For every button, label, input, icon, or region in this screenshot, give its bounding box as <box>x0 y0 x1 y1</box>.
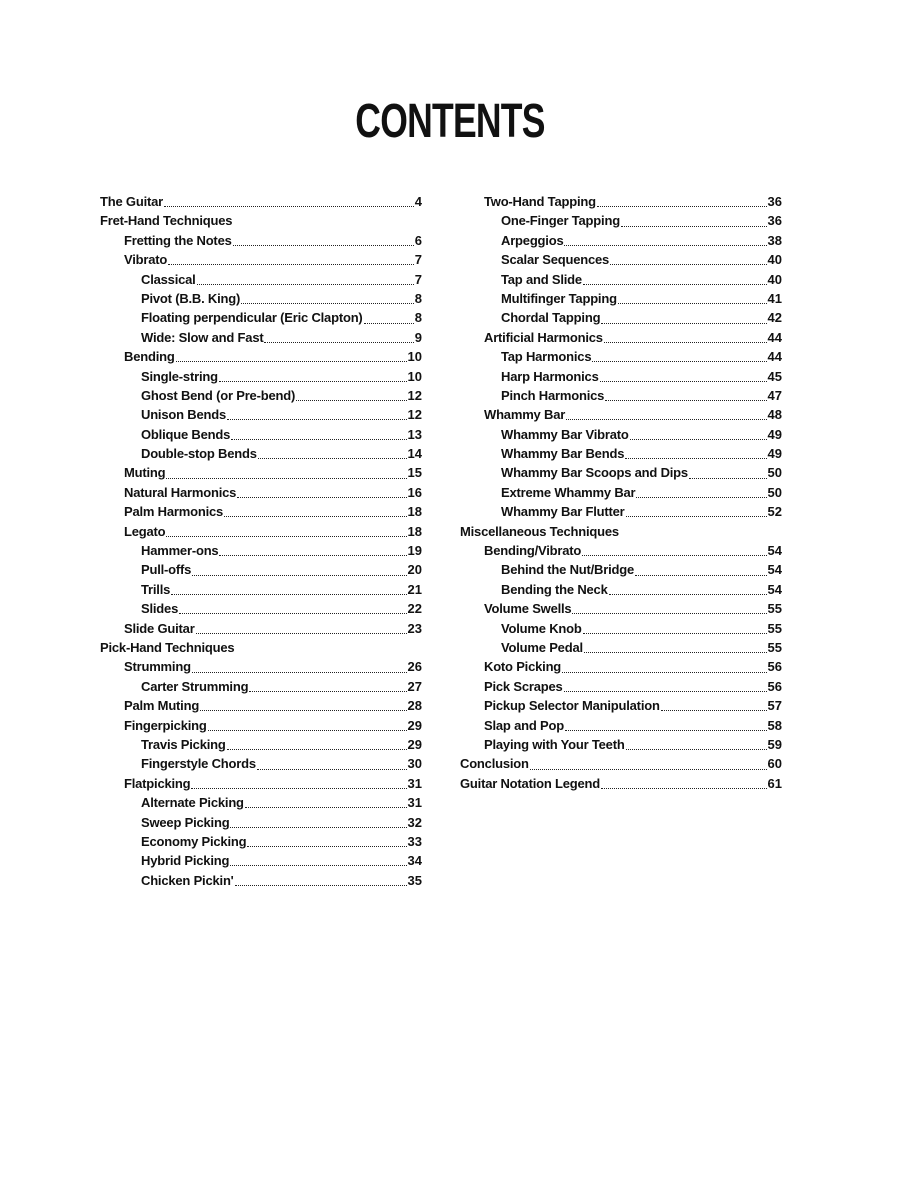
toc-entry <box>460 347 782 366</box>
toc-entry <box>460 270 782 289</box>
dot-leader <box>196 633 407 634</box>
toc-entry <box>460 367 782 386</box>
dot-leader <box>582 555 766 556</box>
toc-entry-title: Natural Harmonics <box>124 484 237 500</box>
toc-entry-title: Palm Muting <box>124 698 200 714</box>
dot-leader <box>597 206 767 207</box>
dot-leader <box>609 594 767 595</box>
toc-page-number: 55 <box>767 620 782 636</box>
toc-page-number: 6 <box>414 232 422 248</box>
toc-entry-title: Whammy Bar Vibrato <box>501 426 629 442</box>
toc-page-number: 34 <box>407 853 422 869</box>
toc-entry <box>100 367 422 386</box>
toc-page-number: 23 <box>407 620 422 636</box>
toc-page-number: 56 <box>767 678 782 694</box>
toc-entry-title: Strumming <box>124 659 191 675</box>
toc-entry-title: Volume Swells <box>484 601 572 617</box>
toc-entry-title: Multifinger Tapping <box>501 290 617 306</box>
toc-entry <box>460 405 782 424</box>
toc-page-number: 16 <box>407 484 422 500</box>
toc-page-number: 9 <box>414 329 422 345</box>
toc-entry-title: One-Finger Tapping <box>501 213 620 229</box>
toc-page-number: 7 <box>414 271 422 287</box>
toc-page-number: 18 <box>407 504 422 520</box>
toc-entry <box>100 308 422 327</box>
toc-entry <box>100 696 422 715</box>
toc-entry-title: Wide: Slow and Fast <box>141 329 264 345</box>
toc-page-number: 59 <box>767 736 782 752</box>
toc-entry-title: Miscellaneous Techniques <box>460 523 619 539</box>
dot-leader <box>689 478 767 479</box>
toc-entry-title: Conclusion <box>460 756 529 772</box>
dot-leader <box>257 769 407 770</box>
dot-leader <box>176 361 407 362</box>
toc-page-number: 26 <box>407 659 422 675</box>
dot-leader <box>168 264 414 265</box>
dot-leader <box>592 361 766 362</box>
toc-entry-title: Tap and Slide <box>501 271 582 287</box>
toc-page-number: 61 <box>767 775 782 791</box>
toc-entry <box>100 502 422 521</box>
toc-page-number: 44 <box>767 329 782 345</box>
dot-leader <box>583 284 767 285</box>
dot-leader <box>171 594 406 595</box>
toc-entry <box>460 425 782 444</box>
dot-leader <box>191 788 406 789</box>
toc-page-number: 44 <box>767 349 782 365</box>
toc-entry-title: Double-stop Bends <box>141 446 257 462</box>
toc-page-number: 50 <box>767 484 782 500</box>
toc-entry-title: Trills <box>141 581 171 597</box>
toc-entry <box>460 211 782 230</box>
dot-leader <box>231 439 406 440</box>
toc-entry <box>100 735 422 754</box>
toc-entry <box>460 192 782 211</box>
toc-entry-title: Economy Picking <box>141 833 247 849</box>
dot-leader <box>237 497 406 498</box>
toc-entry-title: Hammer-ons <box>141 543 219 559</box>
dot-leader <box>233 245 414 246</box>
toc-entry-title: Flatpicking <box>124 775 191 791</box>
toc-entry <box>460 308 782 327</box>
toc-entry-title: Unison Bends <box>141 407 226 423</box>
toc-page-number: 30 <box>407 756 422 772</box>
toc-page-number: 15 <box>407 465 422 481</box>
toc-entry <box>100 619 422 638</box>
dot-leader <box>164 206 414 207</box>
toc-entry-title: Travis Picking <box>141 736 226 752</box>
toc-entry-title: Koto Picking <box>484 659 562 675</box>
toc-entry <box>460 560 782 579</box>
page-title: CONTENTS <box>355 95 545 148</box>
dot-leader <box>600 381 767 382</box>
dot-leader <box>601 788 766 789</box>
toc-entry-title: Bending <box>124 349 175 365</box>
toc-entry-title: Volume Knob <box>501 620 582 636</box>
toc-page-number: 49 <box>767 446 782 462</box>
toc-entry-title: Pick-Hand Techniques <box>100 639 235 655</box>
toc-entry <box>100 754 422 773</box>
toc-entry <box>460 463 782 482</box>
dot-leader <box>264 342 413 343</box>
toc-entry-title: Floating perpendicular (Eric Clapton) <box>141 310 363 326</box>
toc-page-number: 28 <box>407 698 422 714</box>
toc-entry-title: Vibrato <box>124 252 168 268</box>
toc-entry <box>100 250 422 269</box>
toc-entry-title: Sweep Picking <box>141 814 230 830</box>
toc-entry-title: Carter Strumming <box>141 678 249 694</box>
toc-entry-title: The Guitar <box>100 194 164 209</box>
toc-page-number: 10 <box>407 368 422 384</box>
toc-page-number: 8 <box>414 290 422 306</box>
dot-leader <box>621 226 767 227</box>
dot-leader <box>230 865 406 866</box>
toc-page-number: 49 <box>767 426 782 442</box>
toc-entry-title: Fretting the Notes <box>124 232 232 248</box>
toc-page-number: 19 <box>407 543 422 559</box>
dot-leader <box>618 303 767 304</box>
toc-entry <box>100 677 422 696</box>
dot-leader <box>192 575 406 576</box>
toc-page-number: 48 <box>767 407 782 423</box>
toc-entry <box>100 328 422 347</box>
toc-page-number: 8 <box>414 310 422 326</box>
dot-leader <box>625 458 766 459</box>
toc-section-heading <box>460 522 782 541</box>
toc-entry <box>460 250 782 269</box>
toc-entry <box>100 405 422 424</box>
dot-leader <box>562 672 766 673</box>
toc-page-number: 21 <box>407 581 422 597</box>
toc-page-number: 13 <box>407 426 422 442</box>
toc-page-number: 4 <box>414 194 422 209</box>
toc-page-number: 22 <box>407 601 422 617</box>
toc-entry <box>460 541 782 560</box>
dot-leader <box>626 749 767 750</box>
toc-page-number: 29 <box>407 717 422 733</box>
toc-entry <box>460 696 782 715</box>
toc-page-number: 38 <box>767 232 782 248</box>
dot-leader <box>661 710 767 711</box>
toc-page-number: 7 <box>414 252 422 268</box>
dot-leader <box>227 419 407 420</box>
toc-entry <box>460 716 782 735</box>
toc-entry <box>460 502 782 521</box>
dot-leader <box>601 323 766 324</box>
toc-entry-title: Bending the Neck <box>501 581 608 597</box>
toc-page-number: 12 <box>407 407 422 423</box>
toc-entry-title: Fret-Hand Techniques <box>100 213 233 229</box>
toc-entry-title: Whammy Bar Flutter <box>501 504 625 520</box>
toc-page-number: 54 <box>767 562 782 578</box>
toc-entry-title: Fingerpicking <box>124 717 207 733</box>
toc-entry <box>100 483 422 502</box>
toc-entry-title: Harp Harmonics <box>501 368 599 384</box>
toc-entry-title: Slides <box>141 601 179 617</box>
toc-entry <box>100 192 422 211</box>
toc-entry <box>460 754 782 773</box>
toc-entry <box>100 425 422 444</box>
toc-page-number: 52 <box>767 504 782 520</box>
toc-entry-title: Bending/Vibrato <box>484 543 582 559</box>
toc-entry <box>460 444 782 463</box>
toc-page-number: 58 <box>767 717 782 733</box>
dot-leader <box>296 400 406 401</box>
toc-page-number: 55 <box>767 639 782 655</box>
toc-page-number: 50 <box>767 465 782 481</box>
toc-entry <box>460 735 782 754</box>
toc-entry <box>100 580 422 599</box>
dot-leader <box>605 400 766 401</box>
toc-entry <box>100 599 422 618</box>
dot-leader <box>566 419 766 420</box>
toc-entry <box>100 463 422 482</box>
toc-entry <box>460 619 782 638</box>
toc-entry-title: Whammy Bar Bends <box>501 446 625 462</box>
dot-leader <box>245 807 407 808</box>
dot-leader <box>364 323 414 324</box>
toc-entry-title: Palm Harmonics <box>124 504 224 520</box>
toc-page-number: 36 <box>767 194 782 209</box>
dot-leader <box>208 730 407 731</box>
toc-entry <box>460 638 782 657</box>
toc-entry-title: Muting <box>124 465 166 481</box>
toc-entry <box>460 599 782 618</box>
dot-leader <box>583 633 767 634</box>
toc-entry-title: Arpeggios <box>501 232 564 248</box>
toc-entry-title: Extreme Whammy Bar <box>501 484 636 500</box>
toc-entry <box>460 580 782 599</box>
toc-page-number: 10 <box>407 349 422 365</box>
toc-page-number: 33 <box>407 833 422 849</box>
toc-page-number: 20 <box>407 562 422 578</box>
toc-entry <box>100 289 422 308</box>
toc-entry-title: Pinch Harmonics <box>501 387 605 403</box>
dot-leader <box>227 749 407 750</box>
toc-section-heading <box>100 211 422 230</box>
dot-leader <box>258 458 407 459</box>
toc-page-number: 36 <box>767 213 782 229</box>
toc-page-number: 31 <box>407 795 422 811</box>
dot-leader <box>219 381 407 382</box>
toc-entry <box>100 871 422 890</box>
toc-entry <box>460 328 782 347</box>
dot-leader <box>192 672 407 673</box>
toc-entry <box>100 560 422 579</box>
dot-leader <box>626 516 767 517</box>
dot-leader <box>247 846 406 847</box>
toc-right-column <box>460 192 782 793</box>
toc-entry <box>460 677 782 696</box>
toc-entry <box>460 483 782 502</box>
toc-entry-title: Tap Harmonics <box>501 349 592 365</box>
toc-page-number: 27 <box>407 678 422 694</box>
dot-leader <box>565 730 767 731</box>
toc-entry <box>100 774 422 793</box>
toc-page-number: 55 <box>767 601 782 617</box>
toc-entry-title: Pull-offs <box>141 562 192 578</box>
dot-leader <box>636 497 766 498</box>
toc-entry-title: Guitar Notation Legend <box>460 775 601 791</box>
toc-page-number: 35 <box>407 872 422 888</box>
dot-leader <box>230 827 406 828</box>
toc-entry <box>100 386 422 405</box>
toc-entry <box>460 386 782 405</box>
dot-leader <box>572 613 766 614</box>
toc-entry-title: Artificial Harmonics <box>484 329 603 345</box>
toc-entry-title: Behind the Nut/Bridge <box>501 562 635 578</box>
toc-entry-title: Playing with Your Teeth <box>484 736 625 752</box>
toc-entry-title: Alternate Picking <box>141 795 244 811</box>
toc-entry <box>460 231 782 250</box>
dot-leader <box>610 264 766 265</box>
dot-leader <box>584 652 767 653</box>
toc-page-number: 29 <box>407 736 422 752</box>
dot-leader <box>249 691 406 692</box>
toc-entry <box>460 774 782 793</box>
toc-entry <box>100 813 422 832</box>
dot-leader <box>630 439 767 440</box>
dot-leader <box>166 478 406 479</box>
dot-leader <box>604 342 767 343</box>
dot-leader <box>197 284 414 285</box>
dot-leader <box>635 575 767 576</box>
dot-leader <box>235 885 407 886</box>
toc-entry <box>100 832 422 851</box>
toc-entry <box>100 347 422 366</box>
toc-entry <box>100 793 422 812</box>
toc-entry <box>100 231 422 250</box>
toc-entry <box>100 522 422 541</box>
toc-page-number: 57 <box>767 698 782 714</box>
toc-page-number: 41 <box>767 290 782 306</box>
toc-page-number: 47 <box>767 387 782 403</box>
toc-page-number: 31 <box>407 775 422 791</box>
toc-entry-title: Oblique Bends <box>141 426 231 442</box>
toc-section-heading <box>100 638 422 657</box>
toc-entry-title: Fingerstyle Chords <box>141 756 256 772</box>
dot-leader <box>200 710 406 711</box>
dot-leader <box>219 555 406 556</box>
dot-leader <box>530 769 767 770</box>
toc-page-number: 42 <box>767 310 782 326</box>
toc-entry <box>100 657 422 676</box>
toc-page-number: 60 <box>767 756 782 772</box>
toc-entry-title: Slide Guitar <box>124 620 195 636</box>
toc-entry-title: Scalar Sequences <box>501 252 610 268</box>
dot-leader <box>179 613 406 614</box>
toc-entry-title: Pickup Selector Manipulation <box>484 698 660 714</box>
toc-entry-title: Whammy Bar <box>484 407 566 423</box>
toc-entry <box>100 716 422 735</box>
toc-page-number: 54 <box>767 543 782 559</box>
toc-entry-title: Legato <box>124 523 166 539</box>
dot-leader <box>564 691 767 692</box>
toc-entry <box>100 270 422 289</box>
dot-leader <box>564 245 766 246</box>
toc-entry-title: Slap and Pop <box>484 717 564 733</box>
dot-leader <box>241 303 414 304</box>
toc-entry-title: Pick Scrapes <box>484 678 563 694</box>
toc-page-number: 56 <box>767 659 782 675</box>
toc-page-number: 12 <box>407 387 422 403</box>
toc-page-number: 40 <box>767 271 782 287</box>
toc-entry-title: Chordal Tapping <box>501 310 601 326</box>
toc-entry-title: Chicken Pickin' <box>141 872 234 888</box>
toc-entry <box>100 444 422 463</box>
toc-page-number: 14 <box>407 446 422 462</box>
toc-entry-title: Classical <box>141 271 196 287</box>
toc-entry <box>460 289 782 308</box>
dot-leader <box>166 536 406 537</box>
toc-entry-title: Single-string <box>141 368 218 384</box>
toc-page-number: 18 <box>407 523 422 539</box>
toc-entry-title: Pivot (B.B. King) <box>141 290 241 306</box>
toc-entry-title: Ghost Bend (or Pre-bend) <box>141 387 296 403</box>
toc-entry <box>100 541 422 560</box>
toc-entry <box>100 851 422 870</box>
toc-entry-title: Whammy Bar Scoops and Dips <box>501 465 688 481</box>
toc-entry <box>460 657 782 676</box>
toc-page-number: 45 <box>767 368 782 384</box>
toc-page-number: 32 <box>407 814 422 830</box>
toc-left-column <box>100 192 422 890</box>
toc-entry-title: Volume Pedal <box>501 639 583 655</box>
toc-entry-title: Hybrid Picking <box>141 853 230 869</box>
toc-page-number: 54 <box>767 581 782 597</box>
toc-entry-title: Two-Hand Tapping <box>484 194 596 209</box>
dot-leader <box>224 516 406 517</box>
toc-page-number: 40 <box>767 252 782 268</box>
